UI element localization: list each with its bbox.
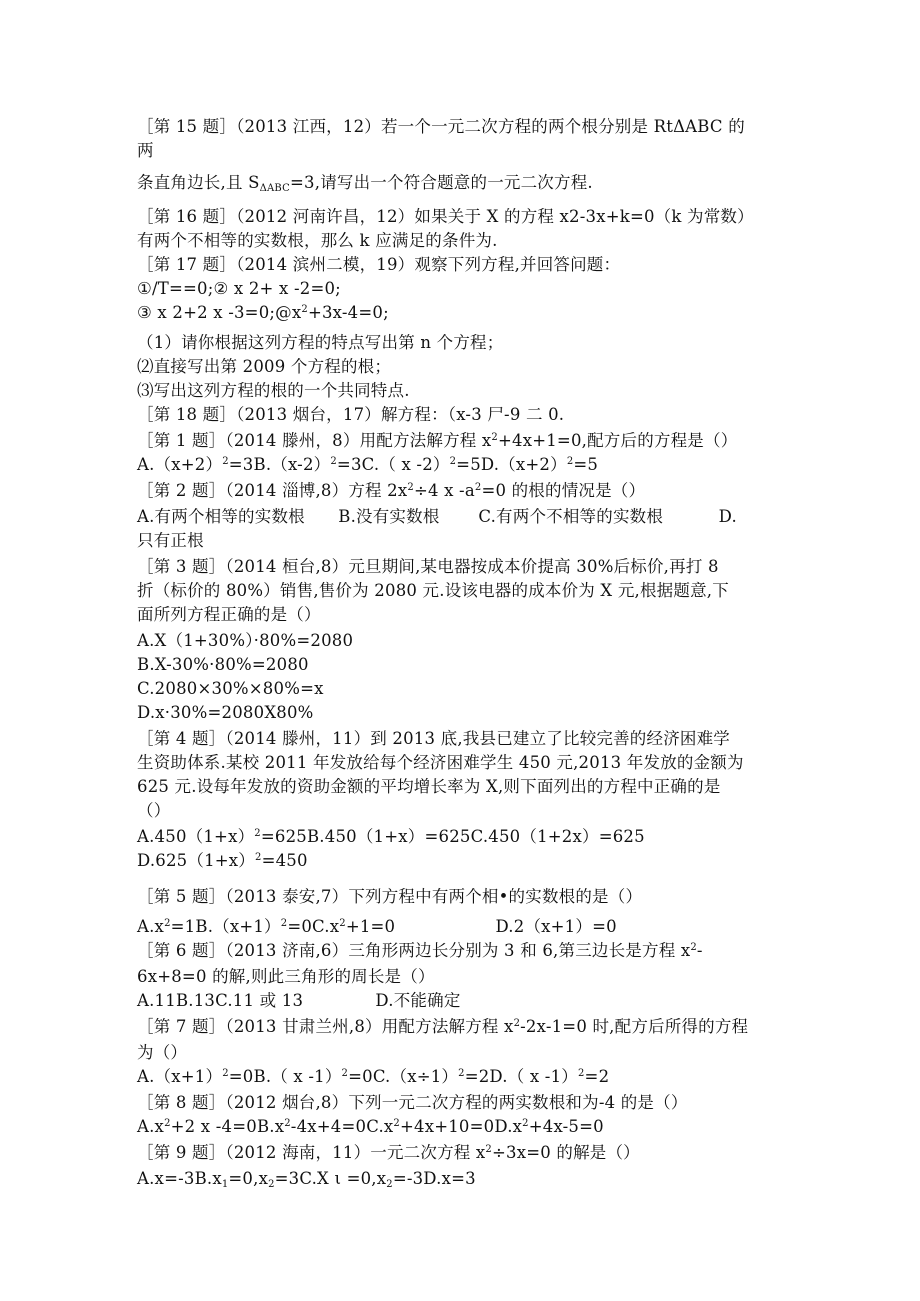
q7-line-2: 为（） (137, 1043, 188, 1062)
q4-option-d: $D.625(1+x)^2=450$ (137, 851, 308, 870)
q8-line-1: ［第 8 题］（2012 烟台,8）下列一元二次方程的两实数根和为-4 的是（） (137, 1093, 688, 1112)
q3-option-a: A.X（1+30%）·80%=2080 (137, 631, 354, 650)
q2-line-1: ［第 2 题］（2014 淄博,8）方程 $2x^2\div 4$ x $-a^2=0$ 的根的情况是（） (137, 481, 646, 500)
q4-line-2: 生资助体系.某校 2011 年发放给每个经济困难学生 450 元,2013 年发放的金额为 (137, 753, 744, 772)
q4-options-abc: $A.450(1+x)^2=625B.450(1+x)=625C.450(1+2x)=625$ (137, 827, 645, 846)
q16-line-1: ［第 16 题］（2012 河南许昌，12）如果关于 X 的方程 x2-3x+k=0（k 为常数） (137, 207, 754, 226)
q3-line-1: ［第 3 题］（2014 桓台,8）元旦期间,某电器按成本价提高 30%后标价,再打 8 (137, 557, 719, 576)
q15-line-2: 两 (137, 141, 154, 160)
q17-line-5: ⑵直接写出第 2009 个方程的根； (137, 357, 392, 376)
q7-options: $A.(x+1)^2=0B$.（ x $-1)^2=0C.(x\div 1)^2=2D$.（ x -1）$^2$=2 (137, 1067, 610, 1086)
q3-option-c: C.2080×30%×80%=x (137, 679, 324, 698)
q2-options: A.有两个相等的实数根 B.没有实数根 C.有两个不相等的实数根 D. (137, 507, 737, 526)
q17-line-2: ①/T==0;② x 2+ x -2=0; (137, 279, 341, 298)
q5-line-1: ［第 5 题］（2013 泰安,7）下列方程中有两个相•的实数根的是（） (137, 887, 643, 906)
q1-line-1: ［第 1 题］（2014 滕州，8）用配方法解方程 $x^2+4x+1=0$,配方后的方程是（） (137, 431, 738, 450)
q17-line-3: ③ x 2+2 x $-3=0;@x^2+3x-4=0$; (137, 303, 389, 322)
q17-line-1: ［第 17 题］（2014 滨州二模，19）观察下列方程,并回答问题： (137, 255, 621, 274)
q17-line-4: （1）请你根据这列方程的特点写出第 n 个方程； (137, 333, 504, 352)
q3-line-2: 折（标价的 80%）销售,售价为 2080 元.设该电器的成本价为 X 元,根据题意,下 (137, 581, 729, 600)
q4-line-4: （） (137, 801, 171, 820)
q3-option-d: D.x·30%=2080X80% (137, 703, 314, 722)
q2-options-cont: 只有正根 (137, 531, 204, 550)
q18-line-1: ［第 18 题］（2013 烟台，17）解方程：（x-3 尸-9 二 0. (137, 405, 565, 424)
q8-options: $A.x^2+2$ x $-4=0B.x^2-4x+4=0C.x^2+4x+10=0D.x^2+4x-5=0$ (137, 1117, 604, 1136)
q16-line-2: 有两个不相等的实数根，那么 k 应满足的条件为. (137, 231, 498, 250)
q4-line-1: ［第 4 题］（2014 滕州，11）到 2013 底,我县已建立了比较完善的经济困难学 (137, 729, 730, 748)
q6-line-2: 6x+8=0 的解,则此三角形的周长是（） (137, 967, 435, 986)
q3-option-b: B.X-30%·80%=2080 (137, 655, 309, 674)
q6-line-1: ［第 6 题］（2013 济南,6）三角形两边长分别为 3 和 6,第三边长是方程 $x^2-$ (137, 941, 703, 960)
q4-line-3: 625 元.设每年发放的资助金额的平均增长率为 X,则下面列出的方程中正确的是 (137, 777, 721, 796)
q9-line-1: ［第 9 题］（2012 海南，11）一元二次方程 $x^2\div 3x=0$ 的解是（） (137, 1143, 640, 1162)
q3-line-3: 面所列方程正确的是（） (137, 605, 321, 624)
q7-line-1: ［第 7 题］（2013 甘肃兰州,8）用配方法解方程 $x^2-2x-1=0$ 时,配方后所得的方程 (137, 1017, 749, 1036)
q1-options: $A.(x+2)^2=3B.(x-2)^2=3C$.（ x $-2)^2=5D.(x+2)^2=5$ (137, 455, 599, 474)
q15-line-3: 条直角边长,且 $S_{\Delta ABC}=3$,请写出一个符合题意的一元二次方程. (137, 173, 593, 194)
q5-options: $A.x^2=1B.(x+1)^2=0C.x^2+1=0$ D.2（x+1）=0 (137, 917, 617, 936)
q17-line-6: ⑶写出这列方程的根的一个共同特点. (137, 381, 410, 400)
q6-options: A.11B.13C.11 或 13 D.不能确定 (137, 991, 461, 1010)
q9-options: $A.x=-3B.x_1=0,x_2=3C.X$ $\iota =0,x_2=-3D.x=3$ (137, 1169, 476, 1190)
q15-line-1: ［第 15 题］（2013 江西，12）若一个一元二次方程的两个根分别是 RtΔABC 的 (137, 117, 745, 136)
